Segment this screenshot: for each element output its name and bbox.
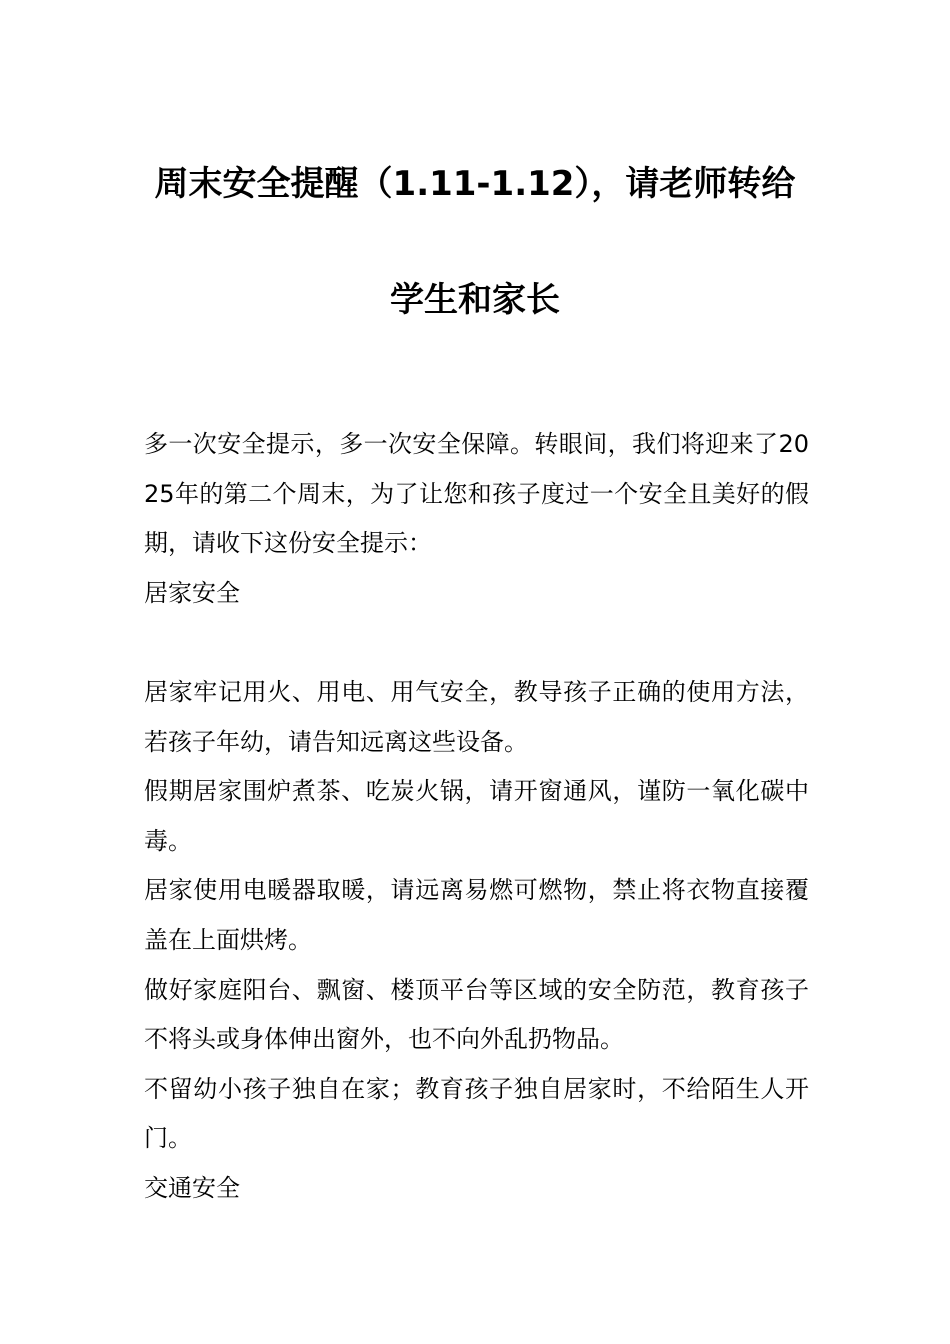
home-safety-item: 居家使用电暖器取暖，请远离易燃可燃物，禁止将衣物直接覆盖在上面烘烤。 xyxy=(144,876,809,954)
document-title-line-2: 学生和家长 xyxy=(390,280,560,320)
home-safety-item: 居家牢记用火、用电、用气安全，教导孩子正确的使用方法，若孩子年幼，请告知远离这些设备。 xyxy=(144,677,809,756)
section-heading-traffic-safety: 交通安全 xyxy=(144,1173,240,1202)
home-safety-item: 假期居家围炉煮茶、吃炭火锅，请开窗通风，谨防一氧化碳中毒。 xyxy=(144,777,809,855)
home-safety-item: 做好家庭阳台、飘窗、楼顶平台等区域的安全防范，教育孩子不将头或身体伸出窗外，也不向外乱扔物品。 xyxy=(144,975,809,1054)
document-body xyxy=(144,420,809,1214)
intro-paragraph: 多一次安全提示，多一次安全保障。转眼间，我们将迎来了2025年的第二个周末，为了让您和孩子度过一个安全且美好的假期，请收下这份安全提示： xyxy=(144,430,809,558)
blank-line xyxy=(144,618,809,668)
document-title-line-1: 周末安全提醒（1.11-1.12），请老师转给 xyxy=(154,164,796,204)
home-safety-item: 不留幼小孩子独自在家；教育孩子独自居家时，不给陌生人开门。 xyxy=(144,1074,809,1153)
section-heading-home-safety: 居家安全 xyxy=(144,578,240,607)
